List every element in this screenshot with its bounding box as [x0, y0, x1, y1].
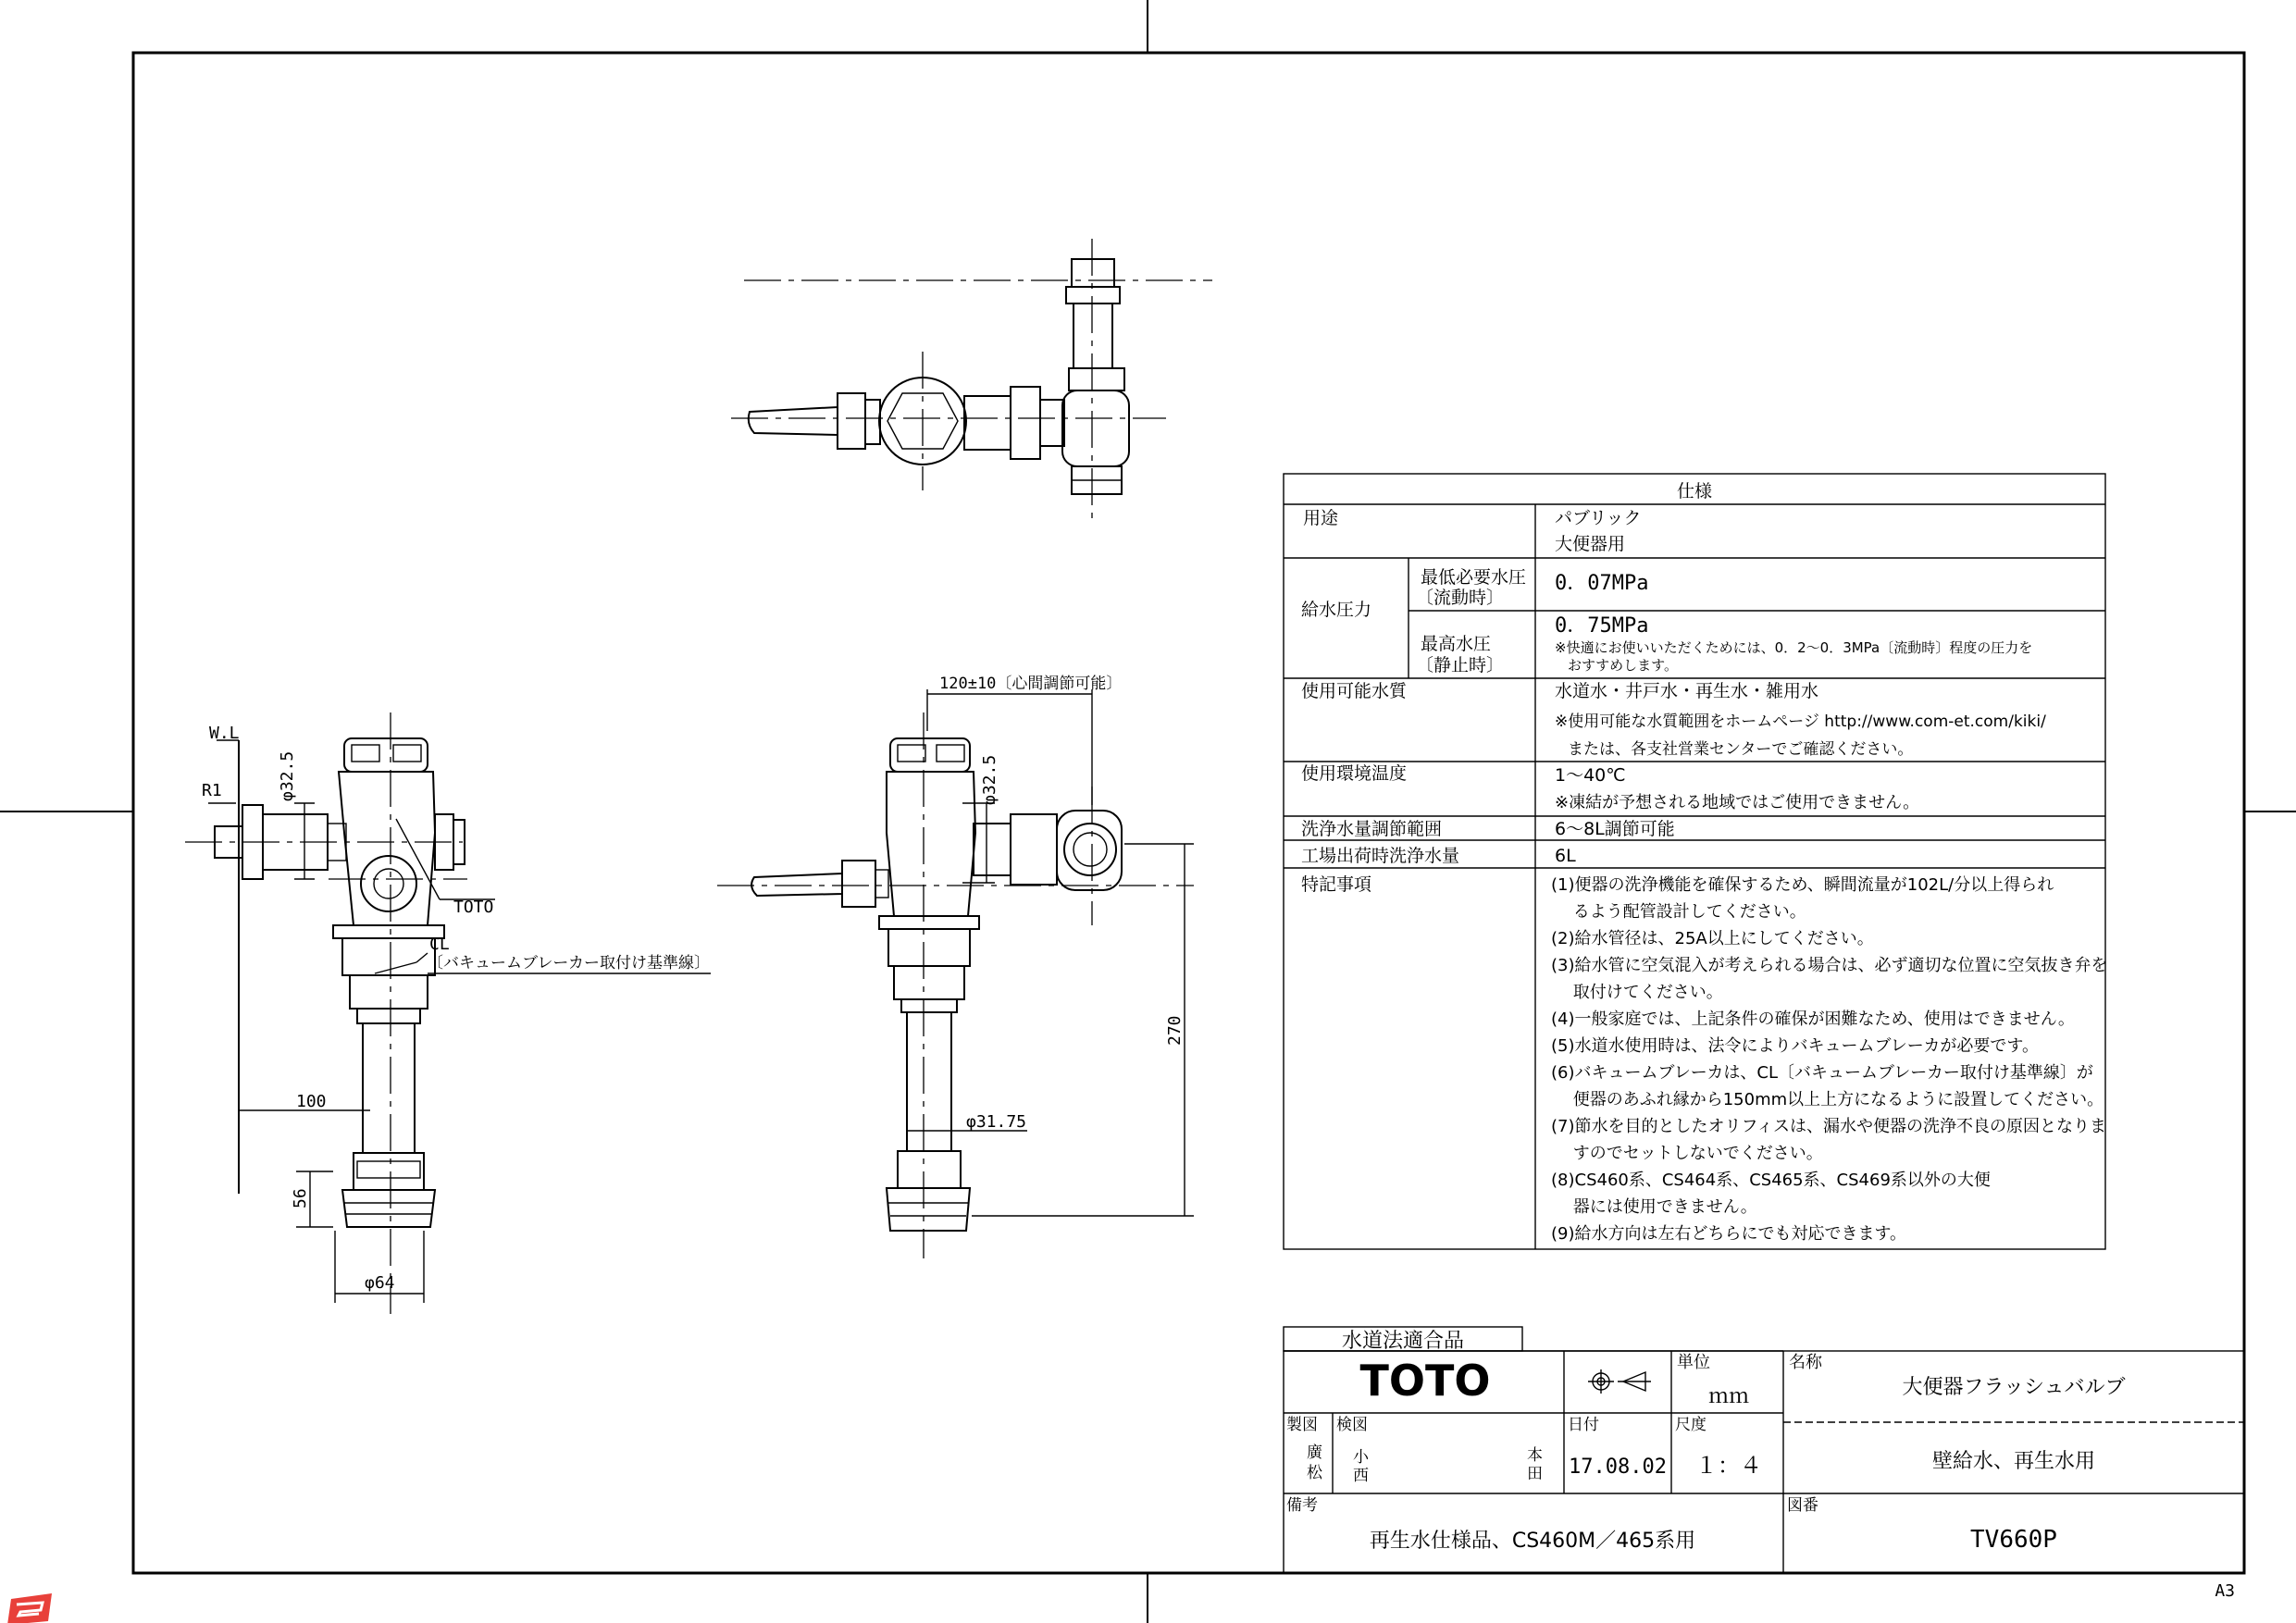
spec-note-line: るよう配管設計してください。 — [1551, 902, 1806, 922]
spec-max-value: 0．75MPa — [1555, 614, 1649, 638]
spec-note-line: (2)給水管径は、25A以上にしてください。 — [1551, 929, 1874, 948]
projection-symbol-icon — [1588, 1369, 1651, 1394]
spec-note-line: (1)便器の洗浄機能を確保するため、瞬間流量が102L/分以上得られ — [1551, 875, 2054, 895]
remarks-label: 備考 — [1286, 1496, 1318, 1515]
drawn-name-1: 廣 — [1307, 1443, 1322, 1462]
spec-use-1: パブリック — [1555, 508, 1642, 528]
sheet-border — [133, 53, 2244, 1573]
approved-name-1: 本 — [1527, 1446, 1543, 1465]
spec-temp-2: ※凍結が予想される地域ではご使用できません。 — [1555, 793, 1920, 812]
spec-water-2: ※使用可能な水質範囲をホームページ http://www.com-et.com/kiki/ — [1555, 712, 2046, 731]
toto-part-label: TOTO — [453, 898, 494, 917]
spec-note-line: 器には使用できません。 — [1551, 1197, 1757, 1217]
spec-pressure-label: 給水圧力 — [1301, 600, 1372, 620]
spec-water-3: または、各支社営業センターでご確認ください。 — [1568, 740, 1914, 759]
drawn-label: 製図 — [1286, 1416, 1318, 1434]
spec-note-line: (3)給水管に空気混入が考えられる場合は、必ず適切な位置に空気抜き弁を — [1551, 956, 2108, 975]
remarks-value: 再生水仕様品、CS460M／465系用 — [1369, 1530, 1696, 1553]
d325-left-label: φ32.5 — [278, 750, 297, 801]
d100-label: 100 — [296, 1092, 327, 1111]
spec-adjust-label: 洗浄水量調節範囲 — [1301, 819, 1443, 839]
spec-max-label-2: 〔静止時〕 — [1416, 655, 1505, 675]
spec-use-label: 用途 — [1303, 508, 1339, 528]
drawing-no-value: TV660P — [1970, 1526, 2057, 1554]
date-value: 17.08.02 — [1569, 1456, 1667, 1479]
spec-notes-label: 特記事項 — [1301, 874, 1372, 895]
scale-label: 尺度 — [1675, 1416, 1706, 1434]
spec-note-line: (4)一般家庭では、上記条件の確保が困難なため、使用はできません。 — [1551, 1010, 2075, 1029]
spec-note-line: (7)節水を目的としたオリフィスは、漏水や便器の洗浄不良の原因となりま — [1551, 1117, 2107, 1136]
d270-label: 270 — [1165, 1015, 1185, 1046]
cl-label: CL — [429, 935, 450, 954]
checked-name-2: 西 — [1353, 1467, 1369, 1485]
spec-header: 仕様 — [1676, 481, 1713, 502]
spec-min-value: 0．07MPa — [1555, 572, 1649, 595]
d325-right-label: φ32.5 — [980, 754, 999, 805]
scale-value: １：４ — [1695, 1453, 1762, 1479]
spec-min-label-2: 〔流動時〕 — [1416, 588, 1505, 608]
approved-name-2: 田 — [1527, 1465, 1543, 1483]
spec-temp-1: 1～40℃ — [1555, 765, 1626, 786]
checked-label: 検図 — [1336, 1416, 1368, 1434]
drawing-no-label: 図番 — [1787, 1496, 1818, 1515]
checked-name-1: 小 — [1353, 1448, 1369, 1467]
d64-label: φ64 — [365, 1273, 395, 1293]
spec-note-line: 取付けてください。 — [1551, 983, 1723, 1002]
spec-note-line: (5)水道水使用時は、法令によりバキュームブレーカが必要です。 — [1551, 1036, 2039, 1056]
front-view-left — [185, 712, 711, 1314]
unit-label: 単位 — [1677, 1353, 1710, 1372]
d120-label: 120±10〔心間調節可能〕 — [939, 675, 1123, 693]
spec-note-line: (6)バキュームブレーカは、CL〔バキュームブレーカー取付け基準線〕が — [1551, 1063, 2093, 1083]
d3175-label: φ31.75 — [966, 1112, 1027, 1132]
name-label: 名称 — [1789, 1353, 1822, 1372]
corner-logo-icon — [7, 1593, 52, 1623]
top-view — [731, 239, 1212, 518]
spec-factory-value: 6L — [1555, 846, 1576, 866]
r1-label: R1 — [202, 781, 222, 800]
name-line-1: 大便器フラッシュバルブ — [1902, 1376, 2126, 1399]
spec-max-label-1: 最高水圧 — [1421, 634, 1492, 654]
cl-note-label: 〔バキュームブレーカー取付け基準線〕 — [428, 954, 710, 973]
spec-note-line: (8)CS460系、CS464系、CS465系、CS469系以外の大便 — [1551, 1171, 1991, 1190]
drawn-name-2: 松 — [1307, 1464, 1322, 1482]
date-label: 日付 — [1568, 1416, 1599, 1434]
spec-min-label-1: 最低必要水圧 — [1421, 567, 1527, 588]
front-view-right — [717, 689, 1194, 1258]
spec-water-1: 水道水・井戸水・再生水・雑用水 — [1555, 681, 1819, 701]
d56-label: 56 — [291, 1188, 310, 1208]
spec-note-line: (9)給水方向は左右どちらにでも対応できます。 — [1551, 1224, 1907, 1244]
name-line-2: 壁給水、再生水用 — [1931, 1450, 2096, 1473]
certified-label: 水道法適合品 — [1341, 1330, 1465, 1353]
wl-label: W.L — [209, 724, 240, 743]
spec-adjust-value: 6～8L調節可能 — [1555, 819, 1675, 839]
spec-note-line: 便器のあふれ縁から150mm以上上方になるように設置してください。 — [1551, 1090, 2104, 1109]
spec-max-note-2: おすすめします。 — [1568, 657, 1678, 674]
spec-notes — [1551, 875, 2108, 1244]
spec-note-line: すのでセットしないでください。 — [1551, 1144, 1823, 1163]
sheet-size-label: A3 — [2215, 1581, 2235, 1601]
spec-factory-label: 工場出荷時洗浄水量 — [1301, 846, 1460, 866]
unit-value: ｍｍ — [1707, 1385, 1750, 1408]
spec-water-label: 使用可能水質 — [1301, 681, 1408, 701]
spec-max-note-1: ※快適にお使いいただくためには、0．2～0．3MPa〔流動時〕程度の圧力を — [1555, 639, 2033, 656]
spec-use-2: 大便器用 — [1555, 534, 1626, 554]
toto-logo: TOTO — [1359, 1356, 1491, 1406]
spec-temp-label: 使用環境温度 — [1301, 763, 1408, 784]
